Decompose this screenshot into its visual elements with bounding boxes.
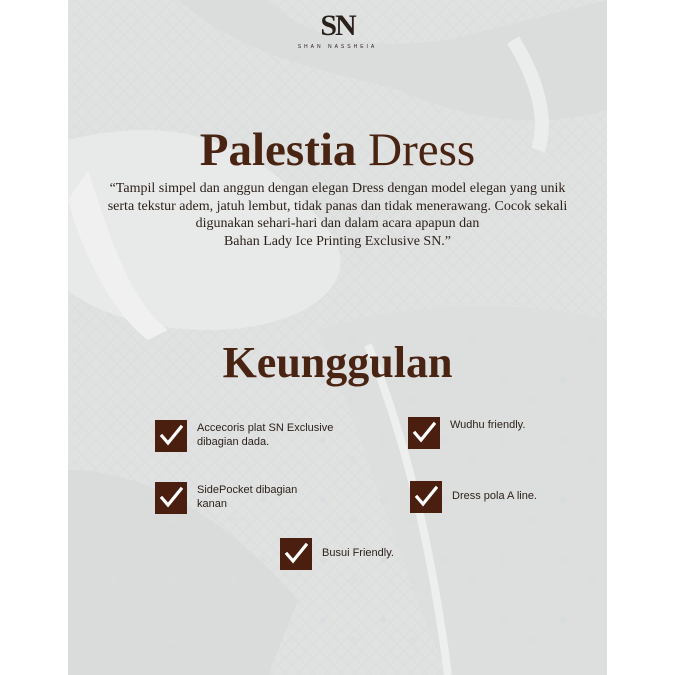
feature-label: Busui Friendly. (322, 547, 394, 559)
check-icon (155, 420, 187, 452)
feature-item (155, 482, 297, 514)
check-icon (410, 481, 442, 513)
description-line: “Tampil simpel dan anggun dengan elegan Dress dengan model elegan yang unik (109, 181, 566, 196)
description-line: serta tekstur adem, jatuh lembut, tidak panas dan tidak menerawang. Cocok sekali (107, 198, 568, 214)
feature-item (280, 538, 394, 570)
product-card (68, 0, 607, 675)
feature-label: Wudhu friendly. (450, 419, 526, 431)
feature-item (155, 420, 333, 452)
features-heading: Keunggulan (222, 338, 453, 387)
description-line: digunakan sehari-hari dan dalam acara apapun dan (195, 216, 480, 231)
feature-item (410, 481, 537, 513)
feature-label: Dress pola A line. (452, 490, 537, 502)
product-description (82, 180, 593, 250)
feature-label: Accecoris plat SN Exclusive dibagian dada. (197, 422, 334, 448)
feature-label: SidePocket dibagian kanan (197, 484, 298, 510)
title-word-2: Dress (368, 124, 476, 176)
brand-tagline: SHAN NASSHEIA (297, 44, 378, 50)
brand-logo (68, 10, 607, 50)
product-title (68, 124, 607, 176)
check-icon (280, 538, 312, 570)
brand-mark: SN (320, 9, 355, 42)
check-icon (155, 482, 187, 514)
feature-item (408, 417, 525, 449)
check-icon (408, 417, 440, 449)
description-line: Bahan Lady Ice Printing Exclusive SN.” (223, 233, 452, 249)
title-word-1: Palestia (199, 124, 357, 176)
